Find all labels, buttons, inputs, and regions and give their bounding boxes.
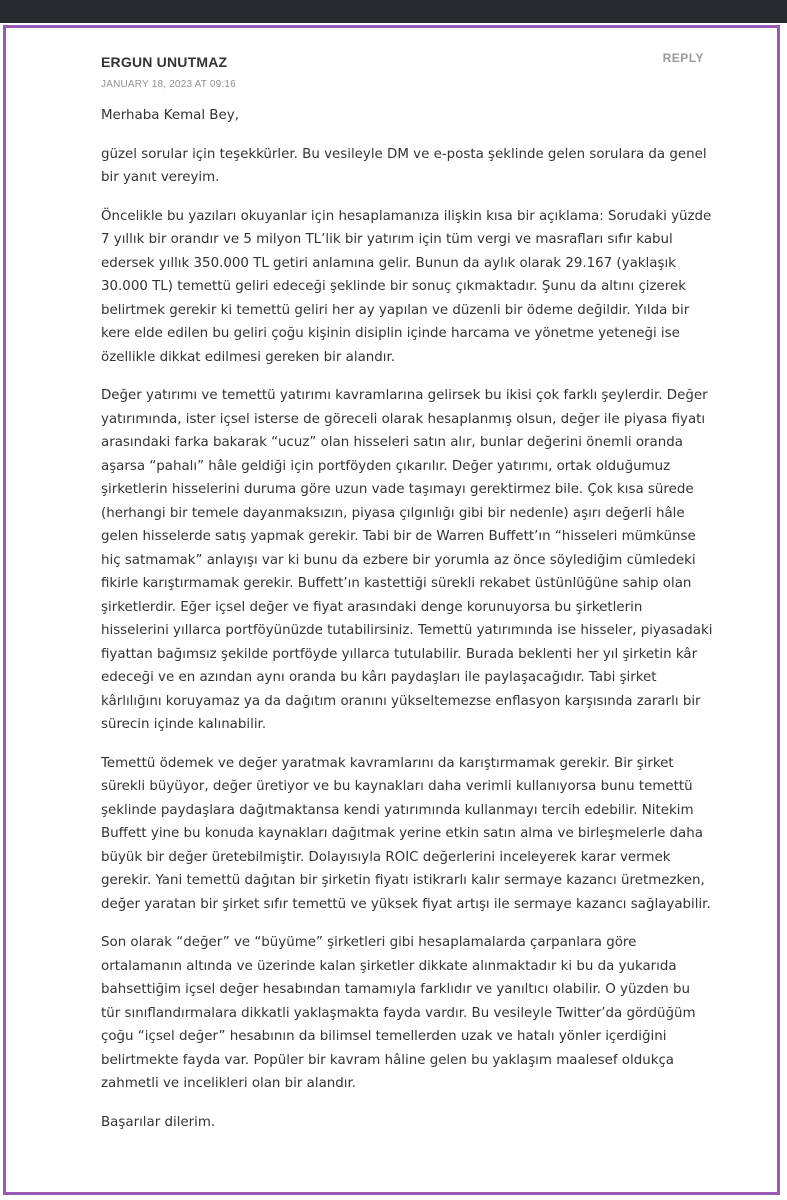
comment-paragraph: Değer yatırımı ve temettü yatırımı kavramlarına gelirsek bu ikisi çok farklı şeylerdir. Değer yatırımında, ister içsel isterse de göreceli olarak hesaplanmış olsun, değer ile piyasa fiyatı arasındaki farka bakarak “ucuz” olan hisseleri satın alır, bunlar değerini önemli oranda aşarsa “pahalı” hâle geldiği için portföyden çıkarılır. Değer yatırımı, ortak olduğumuz şirketlerin hisselerini duruma göre uzun vade taşımayı gerektirmez bile. Çok kısa sürede (herhangi bir temele dayanmaksızın, piyasa çılgınlığı gibi bir nedenle) aşırı değerli hâle gelen hisselerde satış yapmak gerekir. Tabi bir de Warren Buffett’ın “hisseleri mümkünse hiç satmamak” anlayışı var ki bunu da ezbere bir yorumla az önce söylediğim cümledeki fikirle karıştırmamak gerekir. Buffett’ın kastettiği sürekli rekabet üstünlüğüne sahip olan şirketlerdir. Eğer içsel değer ve fiyat arasındaki denge korunuyorsa bu şirketlerin hisselerini yıllarca portföyünüzde tutabilirsiniz. Temettü yatırımında ise hisseler, piyasadaki fiyattan bağımsız şekilde portföyde yıllarca tutulabilir. Burada beklenti her yıl şirketin kâr edeceği ve en azından aynı oranda bu kârı paydaşları ile paylaşacağıdır. Tabi şirket kârlılığını koruyamaz ya da dağıtım oranını yükseltemezse enflasyon karşısında zararlı bir sürecin içinde kalınabilir. (101, 388, 713, 732)
comment-paragraph: Merhaba Kemal Bey, (101, 108, 239, 123)
reply-button[interactable]: REPLY (662, 51, 704, 65)
comment-author[interactable]: ERGUN UNUTMAZ (101, 54, 228, 70)
comment-paragraph: güzel sorular için teşekkürler. Bu vesileyle DM ve e-posta şeklinde gelen sorulara da genel bir yanıt vereyim. (101, 146, 707, 185)
comment-paragraph: Son olarak “değer” ve “büyüme” şirketleri gibi hesaplamalarda çarpanlara göre ortalamanın altında ve üzerinde kalan şirketler dikkate alınmaktadır ki bu da yukarıda bahsettiğim içsel değer hesabından tamamıyla farklıdır ve yanıltıcı olabilir. O yüzden bu tür sınıflandırmalara dikkatli yaklaşmakta fayda vardır. Bu vesileyle Twitter’da gördüğüm çoğu “içsel değer” hesabının da bilimsel temellerden uzak ve hatalı yönler içerdiğini belirtmekte fayda var. Popüler bir kavram hâline gelen bu yaklaşım maalesef oldukça zahmetli ve incelikleri olan bir alandır. (101, 935, 696, 1091)
comment-paragraph: Öncelikle bu yazıları okuyanlar için hesaplamanıza ilişkin kısa bir açıklama: Sorudaki yüzde 7 yıllık bir orandır ve 5 milyon TL’lik bir yatırım için tüm vergi ve masrafları sıfır kabul edersek yıllık 350.000 TL getiri anlamına gelir. Bunun da aylık olarak 29.167 (yaklaşık 30.000 TL) temettü geliri edeceği şeklinde bir sonuç çıkmaktadır. Şunu da altını çizerek belirtmek gerekir ki temettü geliri her ay yapılan ve düzenli bir ödeme değildir. Yılda bir kere elde edilen bu geliri çoğu kişinin disiplin içinde harcama ve yönetme yeteneği ise özellikle dikkat edilmesi gereken bir alandır. (101, 208, 712, 365)
top-bar (0, 0, 787, 23)
comment-date[interactable]: JANUARY 18, 2023 AT 09:16 (101, 79, 236, 90)
comment-paragraph: Temettü ödemek ve değer yaratmak kavramlarını da karıştırmamak gerekir. Bir şirket sürekli büyüyor, değer üretiyor ve bu kaynakları daha verimli kullanıyorsa bunu temettü şeklinde paydaşlara dağıtmaktansa kendi yatırımında kullanmayı tercih edebilir. Nitekim Buffett yine bu konuda kaynakları dağıtmak yerine etkin satın alma ve birleşmelerle daha büyük bir değer üretebilmiştir. Dolayısıyla ROIC değerlerini inceleyerek karar vermek gerekir. Yani temettü dağıtan bir şirketin fiyatı istikrarlı kalır sermaye kazancı üretmezken, değer yaratan bir şirket sıfır temettü ve yüksek fiyat artışı ile sermaye kazancı sağlayabilir. (101, 755, 711, 912)
comment-paragraph: Başarılar dilerim. (101, 1114, 216, 1130)
comment-card (3, 25, 780, 1195)
comment-body (101, 104, 713, 1149)
